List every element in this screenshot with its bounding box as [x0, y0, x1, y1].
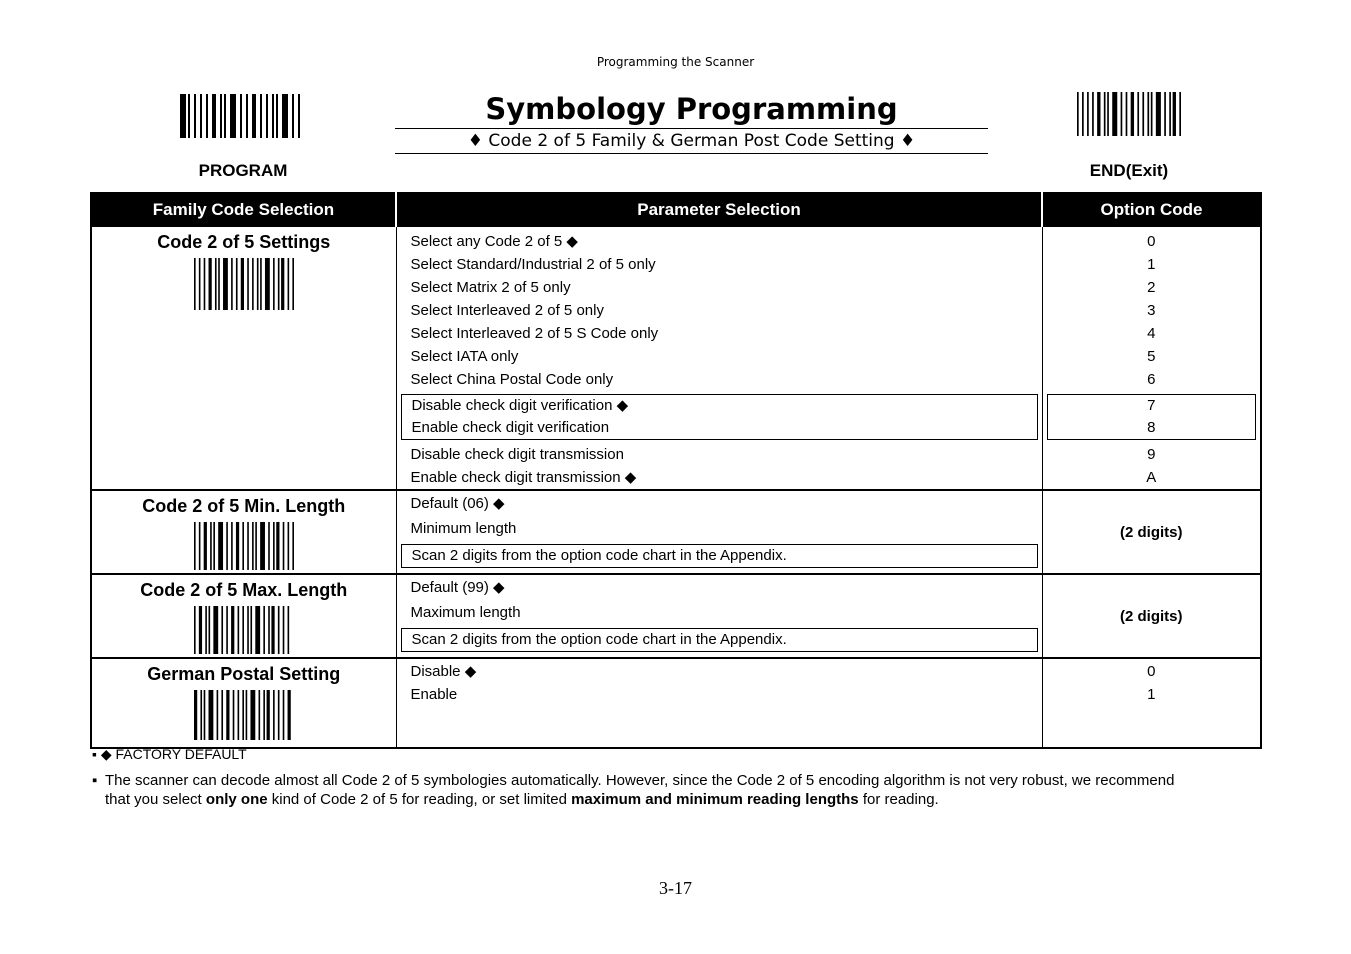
barcode-bar [194, 522, 196, 570]
barcode-bar [1077, 92, 1079, 136]
option-code: 6 [1147, 371, 1156, 388]
barcode-bar [194, 258, 196, 310]
barcode-bar [1126, 92, 1128, 136]
barcode-bar [212, 94, 216, 138]
end-exit-barcode [1077, 92, 1181, 136]
settings-table [90, 192, 1262, 749]
note-line-1: The scanner can decode almost all Code 2 of 5 symbologies automatically. However, since the Code 2 of 5 encoding algorithm is not very robust, we recommend [105, 772, 1175, 789]
barcode-bar [255, 606, 260, 654]
barcode-bar [263, 606, 265, 654]
barcode-bar [257, 258, 259, 310]
barcode-bar [1173, 92, 1176, 136]
barcode-bar [1082, 92, 1084, 136]
option-code: (2 digits) [1120, 523, 1183, 541]
option-code: 3 [1147, 302, 1156, 319]
barcode-bar [298, 94, 300, 138]
family-label: German Postal Setting [147, 664, 341, 684]
barcode-bar [260, 94, 262, 138]
barcode-bar [273, 258, 275, 310]
barcode-bar [226, 606, 228, 654]
option-code: 1 [1147, 686, 1156, 703]
barcode-bar [266, 94, 268, 138]
barcode-bar [199, 258, 201, 310]
family-barcode[interactable] [194, 258, 294, 310]
program-barcode [180, 94, 304, 138]
barcode-bar [278, 258, 280, 310]
note-emphasis: maximum and minimum reading lengths [571, 791, 859, 808]
appendix-note-box [401, 628, 1038, 652]
end-exit-label: END(Exit) [1089, 161, 1169, 180]
barcode-bar [231, 522, 233, 570]
barcode-bar [1137, 92, 1139, 136]
barcode-bar [242, 690, 244, 740]
barcode-bar [194, 606, 196, 654]
param-line: Minimum length [410, 520, 517, 537]
table-row [91, 226, 1261, 490]
barcode-bar [250, 690, 255, 740]
barcode-bar [282, 606, 284, 654]
barcode-bar [282, 522, 284, 570]
barcode-bar [292, 258, 294, 310]
barcode-bar [247, 258, 249, 310]
param-line: Disable check digit verification ◆ [411, 397, 629, 414]
barcode-bar [241, 258, 244, 310]
barcode-bar [1087, 92, 1089, 136]
barcode-bar [1121, 92, 1123, 136]
barcode-bar [223, 258, 228, 310]
barcode-bar [213, 522, 215, 570]
option-code: 8 [1147, 419, 1156, 436]
barcode-bar [236, 258, 238, 310]
appendix-note: Scan 2 digits from the option code chart in the Appendix. [411, 547, 787, 564]
barcode-bar [246, 94, 248, 138]
note-emphasis: only one [205, 791, 268, 808]
barcode-bar [1092, 92, 1094, 136]
barcode-bar [231, 258, 233, 310]
option-code: 0 [1147, 663, 1156, 680]
table-header-row [91, 193, 1261, 226]
option-code: 2 [1147, 279, 1156, 296]
barcode-bar [260, 522, 265, 570]
family-label: Code 2 of 5 Max. Length [140, 580, 348, 600]
barcode-bar [216, 690, 218, 740]
barcode-bar [221, 690, 223, 740]
barcode-bar [276, 94, 278, 138]
column-header-option: Option Code [1042, 193, 1261, 226]
barcode-bar [250, 606, 252, 654]
check-digit-verification-box [401, 394, 1038, 440]
appendix-note-box [401, 544, 1038, 568]
barcode-bar [208, 258, 211, 310]
param-line: Select Interleaved 2 of 5 only [410, 302, 604, 319]
barcode-bar [266, 690, 269, 740]
note-text: kind of Code 2 of 5 for reading, or set limited [271, 791, 567, 808]
param-line: Enable check digit verification [411, 419, 610, 436]
decoding-note [92, 771, 1262, 809]
running-head: Programming the Scanner [596, 55, 755, 69]
param-line: Enable [410, 686, 458, 703]
param-line: Select Matrix 2 of 5 only [410, 279, 571, 296]
family-label: Code 2 of 5 Min. Length [142, 496, 346, 516]
bullet: ▪ [92, 772, 98, 789]
parameter-cell [396, 574, 1042, 658]
barcode-bar [230, 94, 236, 138]
factory-default-note: ▪ ◆ FACTORY DEFAULT [92, 746, 247, 762]
barcode-bar [260, 258, 262, 310]
page-title: Symbology Programming [485, 92, 898, 126]
barcode-bar [265, 258, 270, 310]
parameter-cell [396, 490, 1042, 574]
option-cell [1042, 490, 1261, 574]
param-line: Disable ◆ [410, 663, 477, 680]
barcode-bar [1179, 92, 1181, 136]
family-barcode[interactable] [194, 522, 294, 570]
barcode-bar [1151, 92, 1153, 136]
barcode-bar [224, 94, 226, 138]
barcode-bar [1142, 92, 1144, 136]
barcode-bar [268, 522, 270, 570]
barcode-bar [268, 606, 270, 654]
param-line: Select China Postal Code only [410, 371, 614, 388]
barcode-bar [213, 606, 218, 654]
barcode-bar [1112, 92, 1117, 136]
appendix-note: Scan 2 digits from the option code chart in the Appendix. [411, 631, 787, 648]
barcode-bar [203, 690, 205, 740]
barcode-bar [278, 606, 280, 654]
barcode-bar [1147, 92, 1149, 136]
param-line: Maximum length [410, 604, 521, 621]
page-subtitle: ♦ Code 2 of 5 Family & German Post Code Setting ♦ [395, 128, 988, 154]
barcode-bar [263, 690, 265, 740]
barcode-bar [205, 606, 207, 654]
barcode-bar [237, 606, 239, 654]
barcode-bar [1156, 92, 1161, 136]
option-code: A [1146, 469, 1157, 486]
barcode-bar [180, 94, 186, 138]
family-cell [91, 658, 396, 748]
column-header-family: Family Code Selection [91, 193, 396, 226]
option-code: 5 [1147, 348, 1156, 365]
barcode-bar [194, 94, 196, 138]
param-line: Select any Code 2 of 5 ◆ [410, 233, 578, 250]
barcode-bar [1107, 92, 1109, 136]
barcode-bar [236, 522, 239, 570]
barcode-bar [276, 522, 279, 570]
option-code: 1 [1147, 256, 1156, 273]
barcode-bar [247, 522, 249, 570]
barcode-bar [218, 522, 223, 570]
param-line: Enable check digit transmission ◆ [410, 469, 637, 486]
barcode-bar [218, 258, 220, 310]
family-cell [91, 574, 396, 658]
note-text: for reading. [862, 791, 939, 808]
barcode-bar [278, 690, 280, 740]
option-code: 7 [1147, 397, 1156, 414]
barcode-bar [242, 522, 244, 570]
barcode-bar [1097, 92, 1100, 136]
barcode-bar [203, 258, 205, 310]
barcode-bar [281, 258, 284, 310]
barcode-bar [220, 94, 222, 138]
barcode-bar [231, 606, 234, 654]
barcode-bar [200, 94, 202, 138]
parameter-cell [396, 658, 1042, 748]
barcode-bar [282, 690, 284, 740]
barcode-bar [287, 690, 290, 740]
family-barcode[interactable] [194, 606, 294, 654]
parameter-cell [396, 226, 1042, 490]
barcode-bar [273, 522, 275, 570]
barcode-bar [287, 522, 289, 570]
note-line-2 [105, 790, 1262, 809]
barcode-bar [292, 94, 294, 138]
barcode-bar [237, 690, 239, 740]
barcode-bar [252, 258, 254, 310]
barcode-bar [258, 690, 260, 740]
barcode-bar [199, 606, 202, 654]
barcode-bar [226, 690, 229, 740]
barcode-bar [272, 94, 274, 138]
table-row [91, 658, 1261, 748]
column-header-parameter: Parameter Selection [396, 193, 1042, 226]
barcode-bar [252, 94, 256, 138]
barcode-bar [271, 606, 274, 654]
barcode-bar [194, 690, 197, 740]
barcode-bar [240, 94, 242, 138]
barcode-bar [287, 606, 289, 654]
param-line: Disable check digit transmission [410, 446, 624, 463]
barcode-bar [221, 606, 223, 654]
barcode-bar [1164, 92, 1166, 136]
check-digit-code-box [1047, 394, 1257, 440]
barcode-bar [245, 690, 247, 740]
option-cell [1042, 574, 1261, 658]
barcode-bar [206, 94, 208, 138]
option-code: (2 digits) [1120, 607, 1183, 625]
barcode-bar [292, 522, 294, 570]
param-line: Select IATA only [410, 348, 519, 365]
barcode-bar [255, 522, 257, 570]
barcode-bar [203, 522, 206, 570]
barcode-bar [273, 690, 275, 740]
family-barcode[interactable] [194, 690, 294, 740]
param-line: Default (06) ◆ [410, 495, 505, 512]
barcode-bar [226, 522, 228, 570]
barcode-bar [252, 522, 254, 570]
table-row [91, 490, 1261, 574]
barcode-bar [188, 94, 190, 138]
param-line: Default (99) ◆ [410, 579, 505, 596]
table-row [91, 574, 1261, 658]
barcode-bar [1131, 92, 1134, 136]
option-code: 4 [1147, 325, 1156, 342]
note-text: that you select [105, 791, 202, 808]
family-cell [91, 226, 396, 490]
program-label: PROGRAM [198, 161, 288, 180]
barcode-bar [210, 522, 212, 570]
option-code: 0 [1147, 233, 1156, 250]
barcode-bar [215, 258, 217, 310]
option-cell [1042, 658, 1261, 748]
family-cell [91, 490, 396, 574]
barcode-bar [200, 690, 202, 740]
param-line: Select Interleaved 2 of 5 S Code only [410, 325, 659, 342]
barcode-bar [1104, 92, 1106, 136]
option-code: 9 [1147, 446, 1156, 463]
barcode-bar [232, 690, 234, 740]
param-line: Select Standard/Industrial 2 of 5 only [410, 256, 656, 273]
barcode-bar [1169, 92, 1171, 136]
barcode-bar [208, 690, 213, 740]
family-label: Code 2 of 5 Settings [157, 232, 331, 252]
barcode-bar [247, 606, 249, 654]
barcode-bar [242, 606, 244, 654]
barcode-bar [287, 258, 289, 310]
barcode-bar [199, 522, 201, 570]
barcode-bar [282, 94, 288, 138]
page-number: 3-17 [659, 878, 692, 898]
option-cell [1042, 226, 1261, 490]
barcode-bar [208, 606, 210, 654]
